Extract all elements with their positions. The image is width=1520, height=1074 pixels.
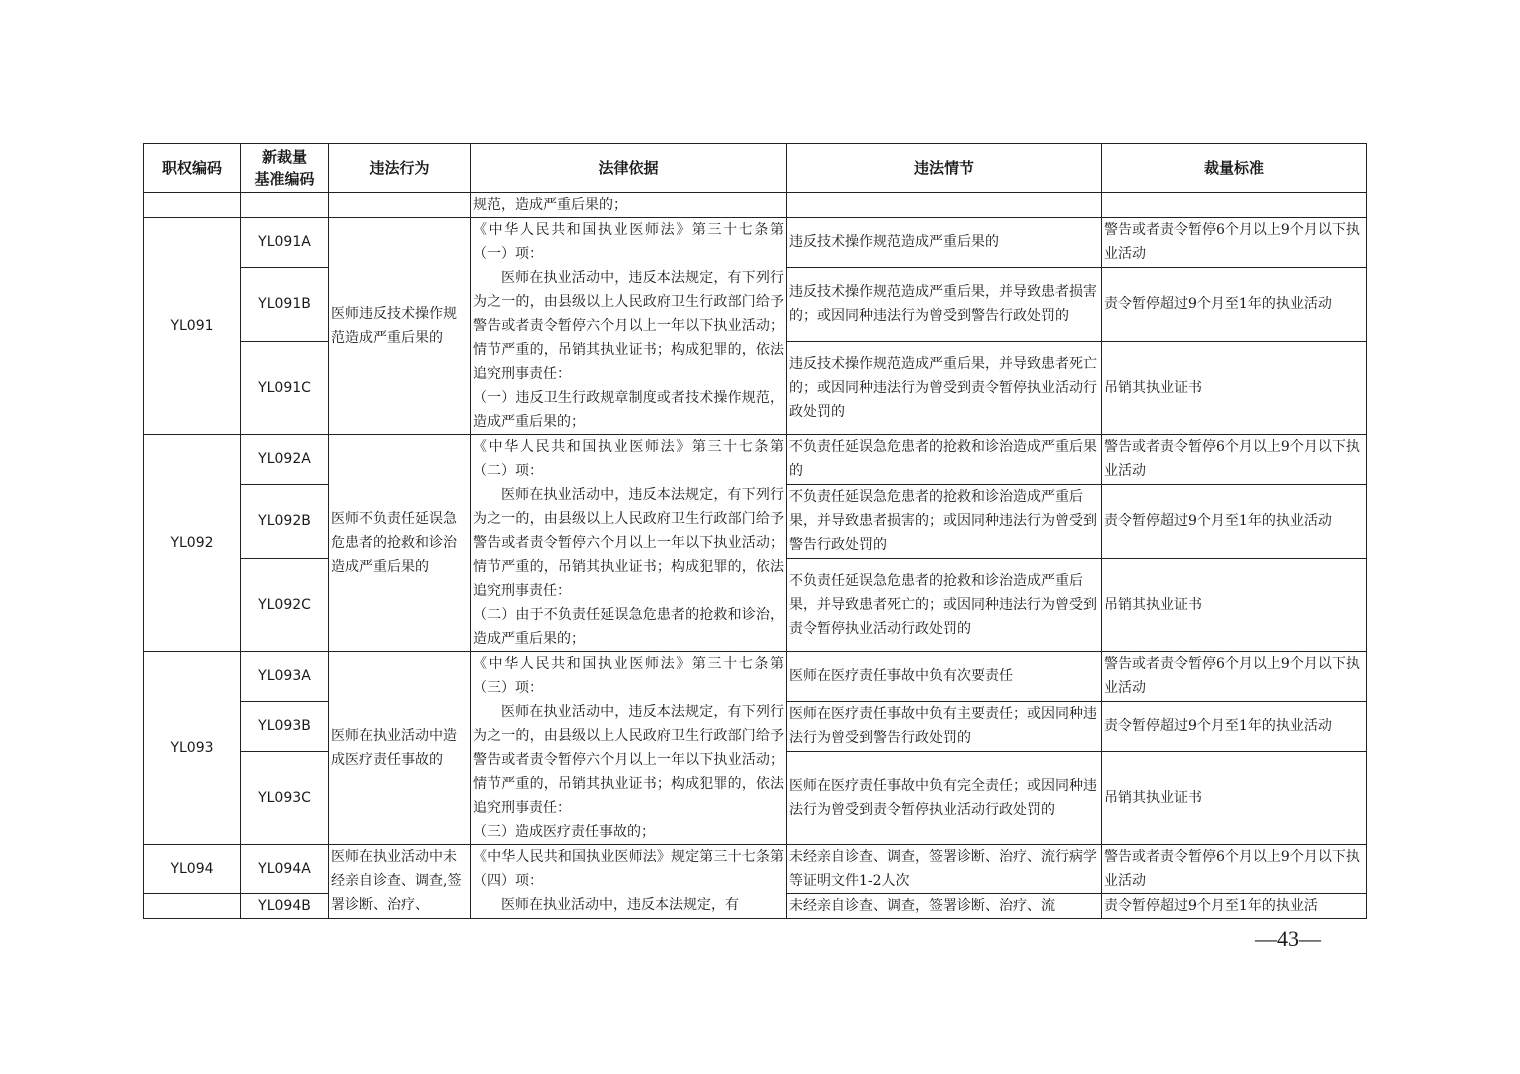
table-row — [144, 845, 1367, 894]
basis-body: 医师在执业活动中，违反本法规定，有下列行为之一的，由县级以上人民政府卫生行政部门给予警告或者责令暂停六个月以上一年以下执业活动；情节严重的，吊销其执业证书；构成犯罪的，依法追究刑事责任： — [473, 270, 784, 382]
standard-cell: 警告或者责令暂停6个月以上9个月以下执业活动 — [1102, 218, 1367, 268]
legal-basis-cell — [471, 435, 787, 652]
circumstance-cell: 不负责任延误急危患者的抢救和诊治造成严重后果，并导致患者死亡的；或因同种违法行为曾受到责令暂停执业活动行政处罚的 — [787, 558, 1102, 651]
header-code: 职权编码 — [144, 144, 241, 193]
carry-over-basis: 规范，造成严重后果的； — [471, 193, 787, 218]
violation-cell: 医师违反技术操作规范造成严重后果的 — [329, 218, 471, 435]
table-row — [144, 193, 1367, 218]
standard-cell: 警告或者责令暂停6个月以上9个月以下执业活动 — [1102, 652, 1367, 702]
header-standard: 裁量标准 — [1102, 144, 1367, 193]
sub-code-cell: YL094B — [241, 894, 329, 919]
circumstance-cell: 医师在医疗责任事故中负有主要责任；或因同种违法行为曾受到警告行政处罚的 — [787, 701, 1102, 751]
circumstance-cell: 未经亲自诊查、调查，签署诊断、治疗、流行病学等证明文件1-2人次 — [787, 845, 1102, 894]
basis-item: （一）违反卫生行政规章制度或者技术操作规范，造成严重后果的； — [473, 390, 784, 430]
violation-cell: 医师在执业活动中未经亲自诊查、调查,签署诊断、治疗、 — [329, 845, 471, 919]
basis-body: 医师在执业活动中，违反本法规定，有下列行为之一的，由县级以上人民政府卫生行政部门给予警告或者责令暂停六个月以上一年以下执业活动；情节严重的，吊销其执业证书；构成犯罪的，依法追究刑事责任： — [473, 487, 784, 599]
standard-cell: 责令暂停超过9个月至1年的执业活动 — [1102, 484, 1367, 558]
table-row — [144, 218, 1367, 268]
circumstance-cell: 医师在医疗责任事故中负有次要责任 — [787, 652, 1102, 702]
standard-cell: 吊销其执业证书 — [1102, 751, 1367, 844]
code-cell: YL093 — [144, 652, 241, 845]
header-violation: 违法行为 — [329, 144, 471, 193]
violation-cell: 医师不负责任延误急危患者的抢救和诊治造成严重后果的 — [329, 435, 471, 652]
legal-basis-cell — [471, 652, 787, 845]
basis-head: 《中华人民共和国执业医师法》第三十七条第（二）项： — [473, 439, 784, 479]
sub-code-cell: YL092A — [241, 435, 329, 485]
basis-head: 《中华人民共和国执业医师法》第三十七条第（三）项： — [473, 656, 784, 696]
violation-cell: 医师在执业活动中造成医疗责任事故的 — [329, 652, 471, 845]
circumstance-cell: 不负责任延误急危患者的抢救和诊治造成严重后果，并导致患者损害的；或因同种违法行为曾受到警告行政处罚的 — [787, 484, 1102, 558]
standard-cell: 吊销其执业证书 — [1102, 558, 1367, 651]
header-legal-basis: 法律依据 — [471, 144, 787, 193]
standard-cell: 责令暂停超过9个月至1年的执业活动 — [1102, 701, 1367, 751]
header-new-code: 新裁量 基准编码 — [241, 144, 329, 193]
code-cell: YL094 — [144, 845, 241, 894]
circumstance-cell: 违反技术操作规范造成严重后果，并导致患者死亡的；或因同种违法行为曾受到责令暂停执业活动行政处罚的 — [787, 341, 1102, 434]
circumstance-cell: 违反技术操作规范造成严重后果的 — [787, 218, 1102, 268]
basis-head: 《中华人民共和国执业医师法》规定第三十七条第（四）项： — [473, 849, 784, 889]
sub-code-cell: YL092B — [241, 484, 329, 558]
header-circumstance: 违法情节 — [787, 144, 1102, 193]
sub-code-cell: YL094A — [241, 845, 329, 894]
sub-code-cell: YL091C — [241, 341, 329, 434]
basis-item: （三）造成医疗责任事故的； — [473, 824, 655, 840]
legal-basis-cell — [471, 845, 787, 919]
sub-code-cell: YL091A — [241, 218, 329, 268]
circumstance-cell: 不负责任延误急危患者的抢救和诊治造成严重后果的 — [787, 435, 1102, 485]
basis-body: 医师在执业活动中，违反本法规定，有下列行为之一的，由县级以上人民政府卫生行政部门给予警告或者责令暂停六个月以上一年以下执业活动；情节严重的，吊销其执业证书；构成犯罪的，依法追究刑事责任： — [473, 704, 784, 816]
sub-code-cell: YL093C — [241, 751, 329, 844]
table-row — [144, 652, 1367, 702]
standard-cell: 警告或者责令暂停6个月以上9个月以下执业活动 — [1102, 435, 1367, 485]
basis-item: （二）由于不负责任延误急危患者的抢救和诊治，造成严重后果的； — [473, 607, 784, 647]
standard-cell: 吊销其执业证书 — [1102, 341, 1367, 434]
header-row — [144, 144, 1367, 193]
legal-basis-cell — [471, 218, 787, 435]
sub-code-cell: YL093B — [241, 701, 329, 751]
sub-code-cell: YL092C — [241, 558, 329, 651]
circumstance-cell: 未经亲自诊查、调查，签署诊断、治疗、流 — [787, 894, 1102, 919]
basis-head: 《中华人民共和国执业医师法》第三十七条第（一）项： — [473, 222, 784, 262]
penalty-standard-table — [143, 143, 1367, 919]
code-cell: YL091 — [144, 218, 241, 435]
standard-cell: 责令暂停超过9个月至1年的执业活 — [1102, 894, 1367, 919]
sub-code-cell: YL093A — [241, 652, 329, 702]
page-number: —43— — [1255, 926, 1321, 951]
standard-cell: 警告或者责令暂停6个月以上9个月以下执业活动 — [1102, 845, 1367, 894]
basis-body: 医师在执业活动中，违反本法规定，有 — [501, 897, 739, 913]
standard-cell: 责令暂停超过9个月至1年的执业活动 — [1102, 267, 1367, 341]
circumstance-cell: 违反技术操作规范造成严重后果，并导致患者损害的；或因同种违法行为曾受到警告行政处罚的 — [787, 267, 1102, 341]
code-cell: YL092 — [144, 435, 241, 652]
circumstance-cell: 医师在医疗责任事故中负有完全责任；或因同种违法行为曾受到责令暂停执业活动行政处罚的 — [787, 751, 1102, 844]
sub-code-cell: YL091B — [241, 267, 329, 341]
table-row — [144, 435, 1367, 485]
